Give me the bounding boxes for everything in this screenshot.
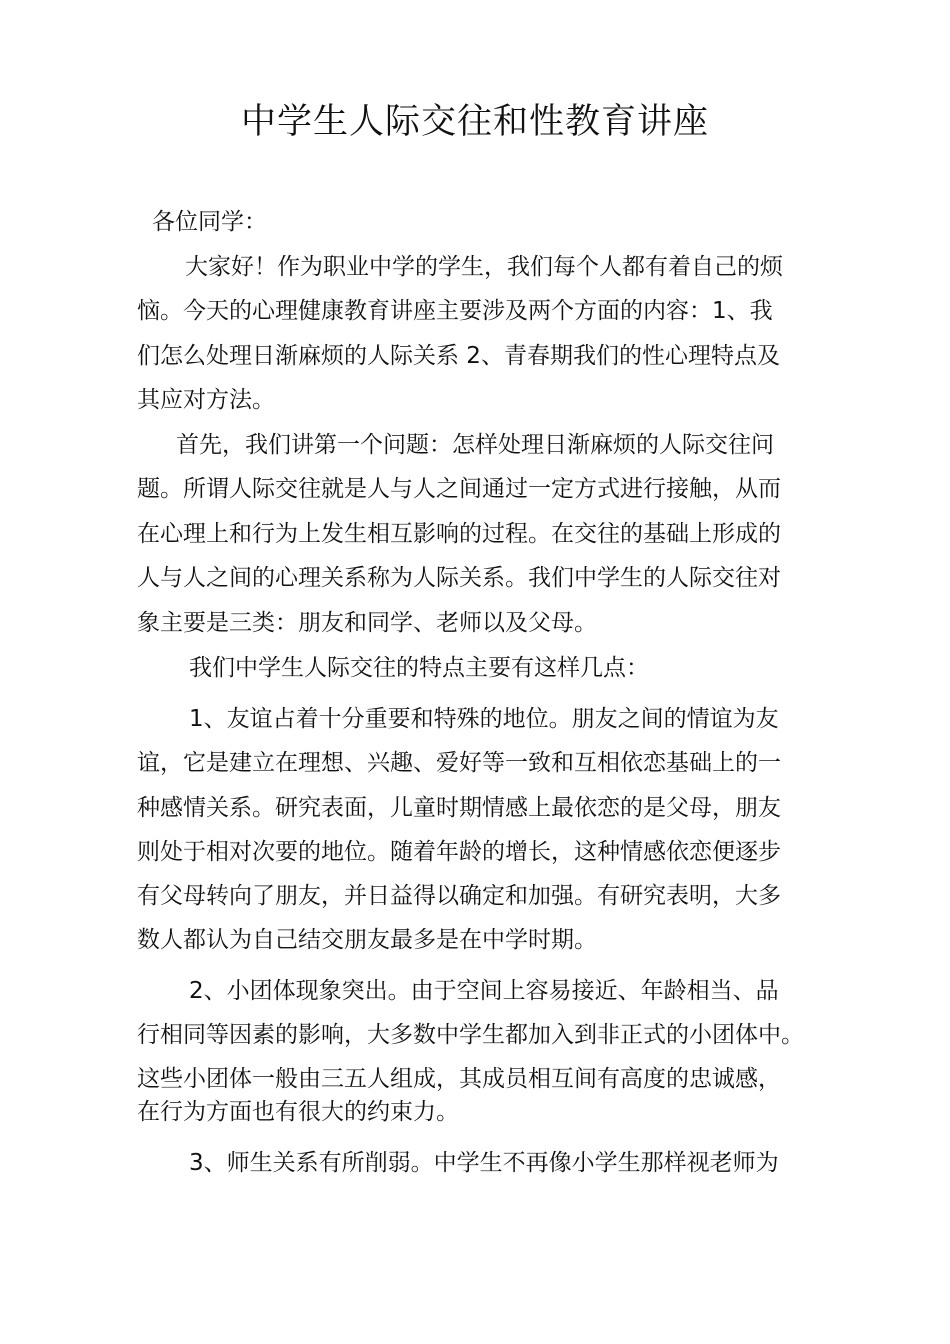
document-title: 中学生人际交往和性教育讲座 (240, 102, 709, 142)
body-line: 数人都认为自己结交朋友最多是在中学时期。 (137, 927, 597, 953)
body-line: 题。所谓人际交往就是人与人之间通过一定方式进行接触，从而 (137, 476, 781, 502)
body-line: 人与人之间的心理关系称为人际关系。我们中学生的人际交往对 (137, 565, 781, 591)
body-line: 1、友谊占着十分重要和特殊的地位。朋友之间的情谊为友 (189, 706, 779, 732)
body-line: 有父母转向了朋友，并日益得以确定和加强。有研究表明，大多 (137, 883, 781, 909)
body-line: 们怎么处理日渐麻烦的人际关系 2、青春期我们的性心理特点及 (137, 343, 780, 369)
body-line: 种感情关系。研究表面，儿童时期情感上最依恋的是父母，朋友 (137, 795, 781, 821)
body-line: 在心理上和行为上发生相互影响的过程。在交往的基础上形成的 (137, 521, 781, 547)
body-line: 2、小团体现象突出。由于空间上容易接近、年龄相当、品 (189, 978, 779, 1004)
body-line: 这些小团体一般由三五人组成，其成员相互间有高度的忠诚感， (137, 1066, 781, 1092)
body-line: 谊，它是建立在理想、兴趣、爱好等一致和互相依恋基础上的一 (137, 750, 781, 776)
body-line: 首先，我们讲第一个问题：怎样处理日渐麻烦的人际交往问 (176, 432, 774, 458)
body-line: 行相同等因素的影响，大多数中学生都加入到非正式的小团体中。 (137, 1022, 804, 1048)
greeting-line: 各位同学： (152, 209, 267, 235)
body-line: 大家好！作为职业中学的学生，我们每个人都有着自己的烦 (185, 254, 783, 280)
body-line: 恼。今天的心理健康教育讲座主要涉及两个方面的内容：1、我 (137, 298, 773, 324)
body-line: 在行为方面也有很大的约束力。 (137, 1099, 459, 1125)
body-line: 我们中学生人际交往的特点主要有这样几点： (189, 655, 649, 681)
body-line: 3、师生关系有所削弱。中学生不再像小学生那样视老师为 (189, 1150, 779, 1176)
body-line: 则处于相对次要的地位。随着年龄的增长，这种情感依恋便逐步 (137, 839, 781, 865)
body-line: 象主要是三类：朋友和同学、老师以及父母。 (137, 610, 597, 636)
body-line: 其应对方法。 (137, 387, 275, 413)
